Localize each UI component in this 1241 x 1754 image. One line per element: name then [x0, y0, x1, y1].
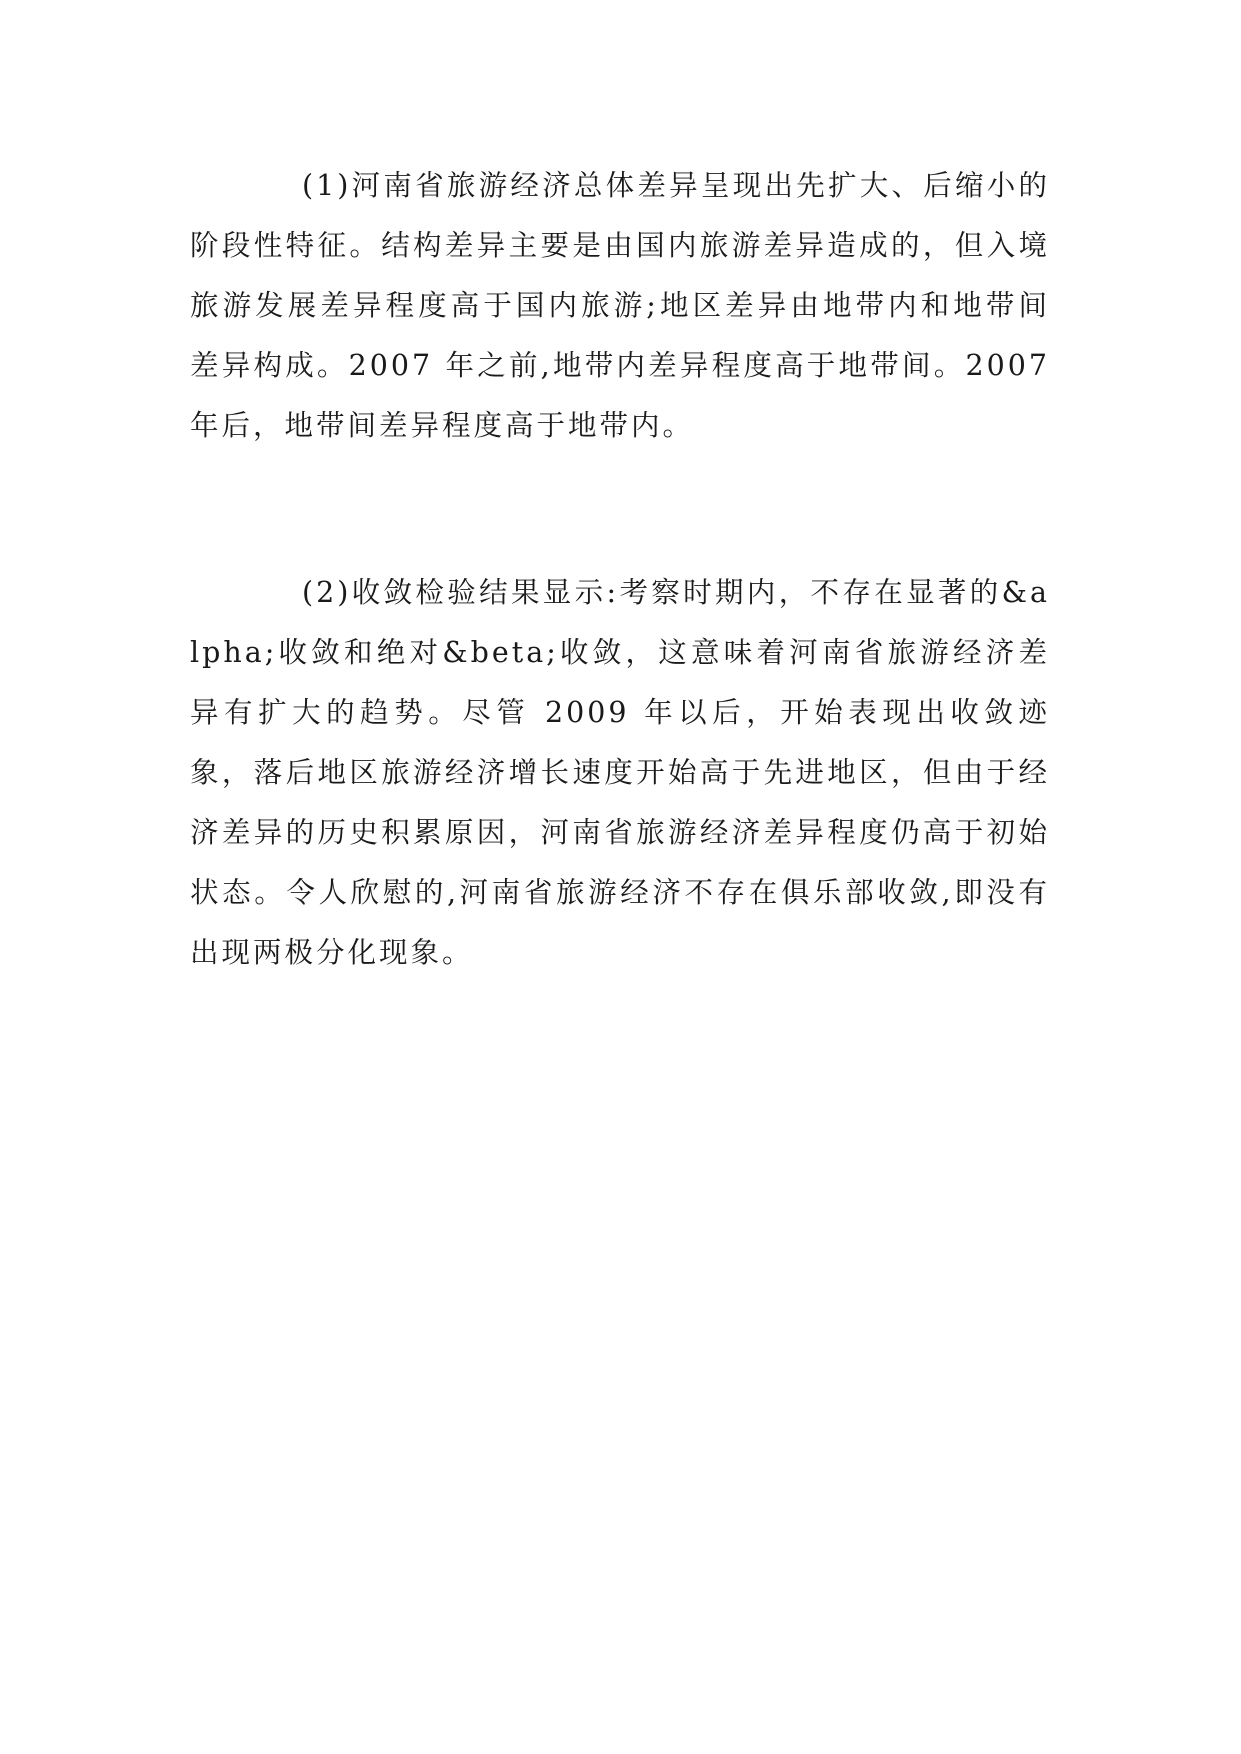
- conclusion-paragraph-2: (2)收敛检验结果显示:考察时期内，不存在显著的&alpha;收敛和绝对&beta;收敛，这意味着河南省旅游经济差异有扩大的趋势。尽管 2009 年以后，开始表现出收敛迹象，落后地区旅游经济增长速度开始高于先进地区，但由于经济差异的历史积累原因，河南省旅游经济差异程度仍高于初始状态。令人欣慰的,河南省旅游经济不存在俱乐部收敛,即没有出现两极分化现象。: [190, 576, 1050, 969]
- conclusion-paragraph-1: (1)河南省旅游经济总体差异呈现出先扩大、后缩小的阶段性特征。结构差异主要是由国内旅游差异造成的，但入境旅游发展差异程度高于国内旅游;地区差异由地带内和地带间差异构成。2007 年之前,地带内差异程度高于地带间。2007 年后，地带间差异程度高于地带内。: [190, 169, 1050, 442]
